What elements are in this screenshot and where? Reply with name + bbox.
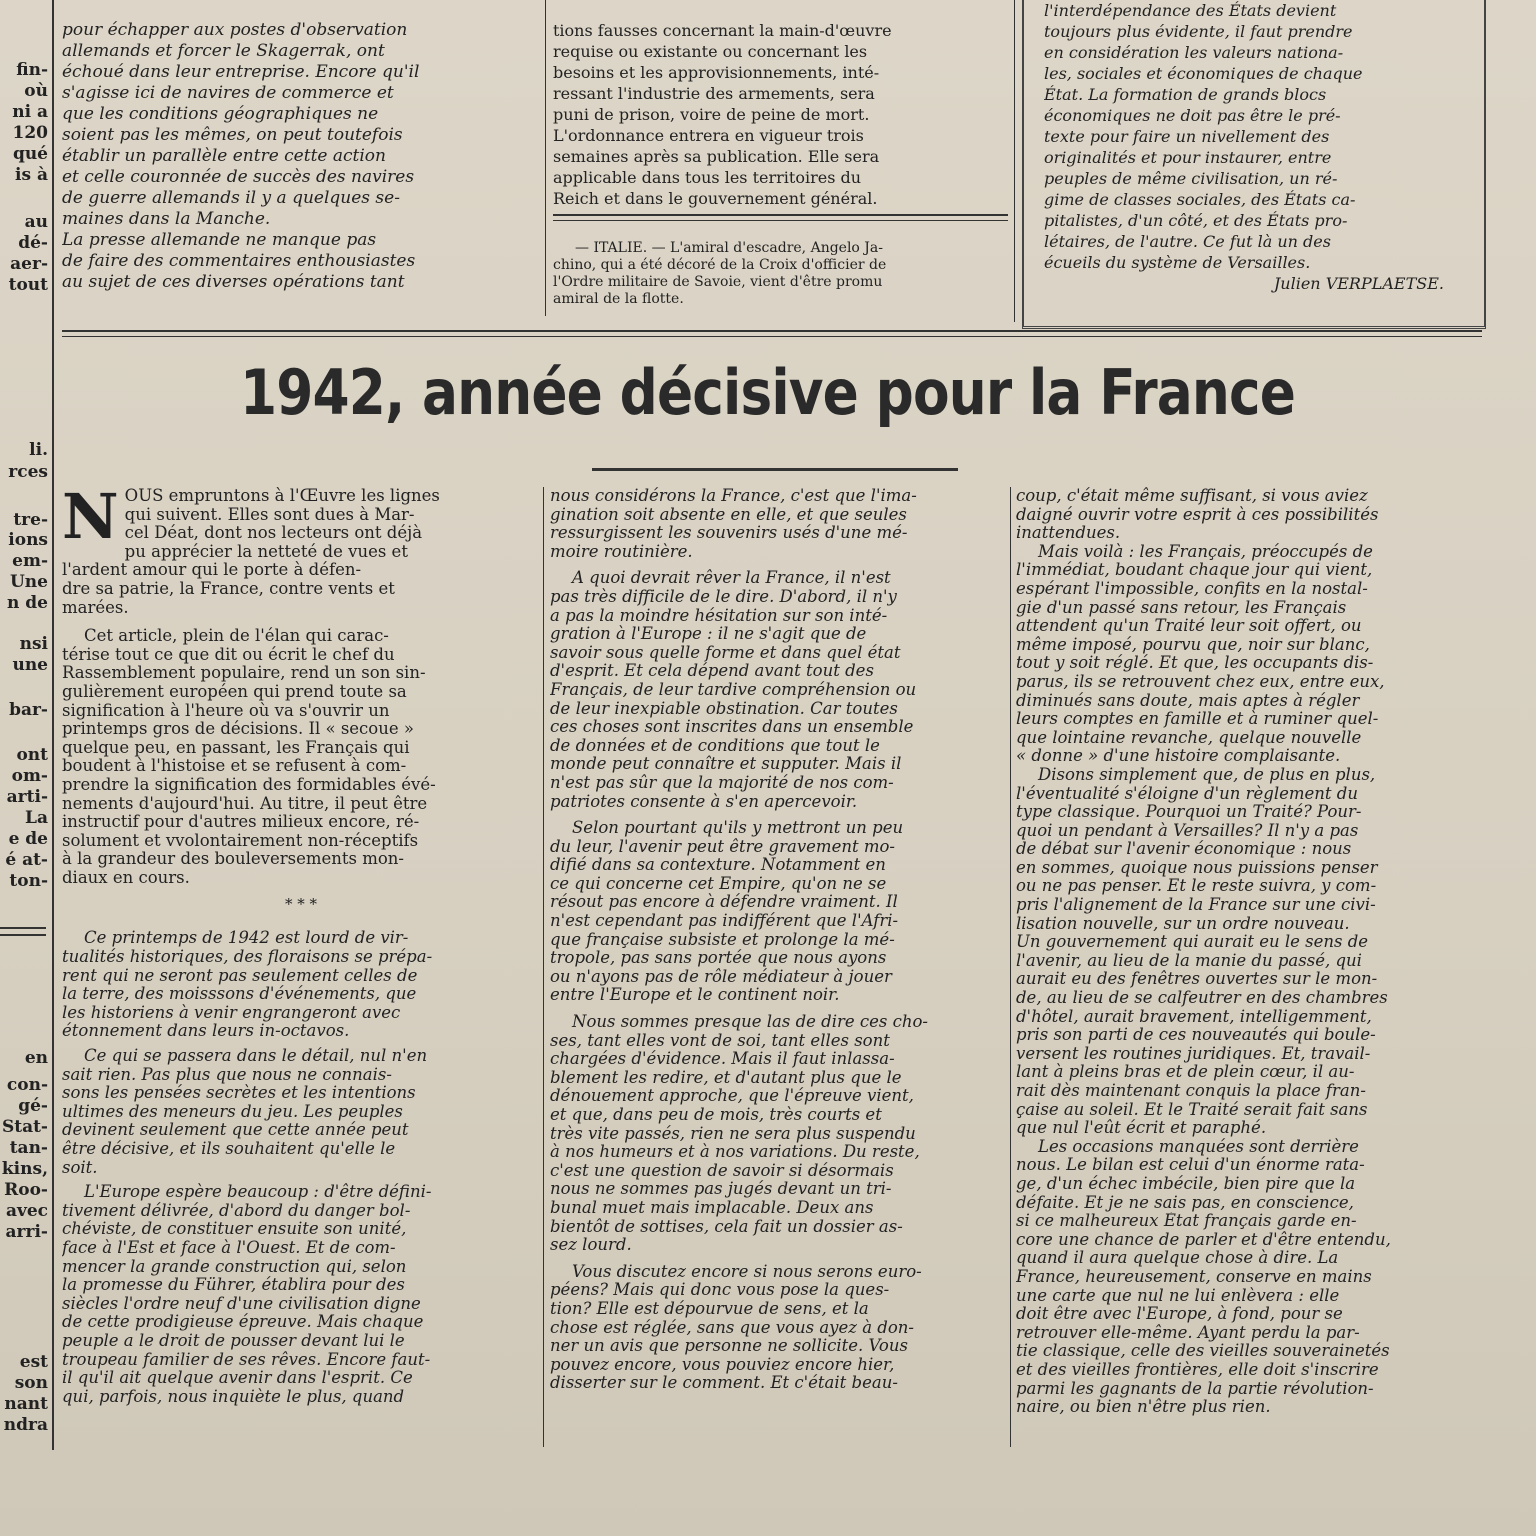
text-line: pour échapper aux postes d'observation	[62, 20, 408, 40]
text-line: Rassemblement populaire, rend un son sin-	[62, 664, 426, 683]
text-line: pris l'alignement de la France sur une civi-	[1016, 896, 1376, 915]
text-line: quelque peu, en passant, les Français qui	[62, 738, 410, 757]
text-line: échoué dans leur entreprise. Encore qu'il	[62, 62, 420, 82]
text-line: type classique. Pourquoi un Traité? Pour-	[1016, 803, 1362, 822]
text-line: doit être avec l'Europe, à fond, pour se	[1016, 1305, 1343, 1324]
text-line: disserter sur le comment. Et c'était beau-	[550, 1374, 898, 1393]
text-line: pu apprécier la netteté de vues et	[124, 542, 408, 561]
text-line: attendent qu'un Traité leur soit offert, ou	[1016, 617, 1362, 636]
text-line: lisation nouvelle, sur un ordre nouveau.	[1016, 914, 1350, 933]
text-line: les, sociales et économiques de chaque	[1044, 64, 1363, 83]
text-line: s'agisse ici de navires de commerce et	[62, 83, 394, 103]
text-line: de, au lieu de se calfeutrer en des chambres	[1016, 989, 1388, 1008]
text-line: pris son parti de ces nouveautés qui boule-	[1016, 1026, 1376, 1045]
text-line: l'immédiat, boudant chaque jour qui vient,	[1016, 561, 1373, 580]
cut-off-text-fragment: nsi	[19, 634, 48, 654]
text-line: à nos humeurs et à nos variations. Du reste,	[550, 1143, 920, 1162]
text-line: nous considérons la France, c'est que l'ima-	[550, 487, 917, 505]
cut-off-text-fragment: tre-	[13, 510, 48, 530]
text-line: Nous sommes presque las de dire ces cho-	[572, 1013, 928, 1032]
cut-off-text-fragment: son	[14, 1373, 48, 1393]
text-line: d'hôtel, aurait bravement, intelligemment,	[1016, 1007, 1372, 1026]
text-line: « donne » d'une histoire complaisante.	[1016, 747, 1341, 766]
left-fragment-double-rule	[0, 927, 46, 929]
text-line: quoi un pendant à Versailles? Il n'y a pas	[1016, 821, 1359, 840]
text-line: gulièrement européen qui prend toute sa	[62, 682, 407, 701]
top-middle-double-rule-2	[553, 220, 1008, 221]
text-line: rait dès maintenant conquis la place fran-	[1016, 1082, 1366, 1100]
text-line: moire routinière.	[550, 542, 693, 561]
top-column-rule-1	[545, 0, 546, 316]
section-rule-2	[62, 336, 1482, 337]
cut-off-text-fragment: ndra	[3, 1415, 48, 1435]
text-line: requise ou existante ou concernant les	[553, 42, 868, 61]
cut-off-text-fragment: rces	[8, 462, 48, 482]
text-line: besoins et les approvisionnements, inté-	[553, 63, 880, 82]
top-right-article	[1044, 0, 1474, 294]
text-line: France, heureusement, conserve en mains	[1016, 1267, 1372, 1286]
text-line: pitalistes, d'un côté, et des États pro-	[1044, 211, 1348, 230]
text-line: texte pour faire un nivellement des	[1044, 127, 1330, 146]
text-line: dre sa patrie, la France, contre vents et	[62, 579, 395, 598]
body-column-rule-1	[543, 487, 544, 1447]
col3-paragraph-3	[1016, 1138, 1486, 1417]
cut-off-text-fragment: tout	[8, 275, 48, 295]
body-column-rule-2	[1010, 487, 1011, 1447]
col2-paragraph-4	[550, 1263, 1005, 1393]
text-line: dénouement approche, que l'épreuve vient,	[550, 1087, 914, 1106]
text-line: péens? Mais qui donc vous pose la ques-	[550, 1281, 890, 1300]
cut-off-text-fragment: em-	[12, 551, 48, 571]
text-line: diminués sans doute, mais aptes à régler	[1016, 691, 1360, 710]
cut-off-text-fragment: où	[24, 81, 48, 101]
text-line: Disons simplement que, de plus en plus,	[1038, 765, 1376, 784]
text-line: signification à l'heure où va s'ouvrir un	[62, 701, 390, 720]
text-line: amiral de la flotte.	[553, 291, 684, 307]
text-line: difié dans sa contexture. Notamment en	[550, 856, 886, 875]
col3-paragraph-0	[1016, 487, 1486, 543]
text-line: qui suivent. Elles sont dues à Mar-	[124, 505, 415, 524]
text-line: ou ne pas penser. Et le reste suivra, y com-	[1016, 877, 1377, 896]
text-line: écueils du système de Versailles.	[1044, 253, 1311, 272]
text-line: blement les redire, et d'autant plus que le	[550, 1068, 902, 1087]
text-line: ultimes des meneurs du jeu. Les peuples	[62, 1102, 403, 1121]
text-line: l'avenir, au lieu de la manie du passé, qui	[1016, 951, 1362, 970]
text-line: versent les routines juridiques. Et, travail-	[1016, 1044, 1371, 1063]
text-line: il qu'il ait quelque avenir dans l'esprit. Ce	[62, 1369, 413, 1388]
text-line: de leur inexpiable obstination. Car toutes	[550, 699, 898, 718]
text-line: diaux en cours.	[62, 868, 190, 887]
cut-off-text-fragment: ont	[16, 745, 48, 765]
text-line: être décisive, et ils souhaitent qu'elle le	[62, 1140, 396, 1158]
text-line: tualités historiques, des floraisons se prépa-	[62, 948, 433, 967]
text-line: chose est réglée, sans que vous ayez à don-	[550, 1318, 914, 1337]
text-line: résout pas encore à défendre vraiment. Il	[550, 893, 898, 912]
text-line: tions fausses concernant la main-d'œuvre	[553, 21, 892, 40]
text-line: chargées d'évidence. Mais il faut inlassa-	[550, 1050, 895, 1069]
text-line: économiques ne doit pas être le pré-	[1044, 106, 1341, 125]
col1-paragraph-1	[62, 929, 540, 1041]
text-line: gie d'un passé sans retour, les Français	[1016, 598, 1347, 617]
text-line: core une chance de parler et d'être entendu,	[1016, 1230, 1391, 1249]
text-line: l'interdépendance des États devient	[1044, 1, 1337, 20]
cut-off-text-fragment: en	[24, 1048, 48, 1068]
text-line: Mais voilà : les Français, préoccupés de	[1038, 542, 1373, 561]
text-line: n'est cependant pas indifférent que l'Afri-	[550, 912, 899, 931]
text-line: du leur, l'avenir peut être gravement mo-	[550, 837, 896, 856]
text-line: pouvez encore, vous pouviez encore hier,	[550, 1355, 895, 1374]
text-line: espérant l'impossible, confits en la nostal-	[1016, 579, 1368, 598]
text-line: de cette prodigieuse épreuve. Mais chaque	[62, 1313, 424, 1332]
text-line: Ce qui se passera dans le détail, nul n'en	[84, 1047, 428, 1066]
left-column-fragments	[0, 0, 52, 1536]
cut-off-text-fragment: une	[12, 655, 48, 675]
text-line: puni de prison, voire de peine de mort.	[553, 105, 870, 124]
text-line: pas très difficile de le dire. D'abord, il n'y	[550, 587, 897, 606]
text-line: patriotes consente à s'en apercevoir.	[550, 792, 858, 811]
author-signature: Julien VERPLAETSE.	[1273, 274, 1444, 293]
cut-off-text-fragment: 120	[12, 123, 48, 143]
cut-off-text-fragment: au	[24, 212, 48, 232]
text-line: que française subsiste et prolonge la mé-	[550, 930, 895, 949]
text-line: au sujet de ces diverses opérations tant	[62, 272, 405, 292]
text-line: d'esprit. Et cela dépend avant tout des	[550, 662, 874, 681]
text-line: l'Ordre militaire de Savoie, vient d'être promu	[553, 274, 883, 290]
text-line: la promesse du Führer, établira pour des	[62, 1276, 405, 1295]
text-line: une carte que nul ne lui enlèvera : elle	[1016, 1286, 1340, 1305]
text-line: établir un parallèle entre cette action	[62, 146, 386, 166]
text-line: tout y soit réglé. Et que, les occupants dis-	[1016, 654, 1374, 673]
text-line: Les occasions manquées sont derrière	[1038, 1137, 1359, 1156]
text-line: létaires, de l'autre. Ce fut là un des	[1044, 232, 1331, 251]
text-line: naire, ou bien n'être plus rien.	[1016, 1398, 1271, 1417]
cut-off-text-fragment: li.	[29, 440, 48, 460]
cut-off-text-fragment: avec	[5, 1201, 48, 1221]
article-column-2	[550, 487, 1005, 1487]
text-line: si ce malheureux État français garde en-	[1016, 1212, 1357, 1231]
cut-off-text-fragment: bar-	[9, 700, 48, 720]
left-column-rule	[52, 0, 54, 1450]
text-line: de faire des commentaires enthousiastes	[62, 251, 416, 271]
cut-off-text-fragment: qué	[12, 144, 48, 164]
cut-off-text-fragment: ton-	[9, 871, 48, 891]
text-line: de guerre allemands il y a quelques se-	[62, 188, 400, 208]
text-line: les historiens à venir engrangeront avec	[62, 1003, 401, 1022]
text-line: inattendues.	[1016, 524, 1121, 543]
text-line: leurs comptes en famille et à ruminer quel-	[1016, 710, 1379, 729]
text-line: A quoi devrait rêver la France, il n'est	[572, 569, 891, 588]
text-line: lant à pleins bras et de plein cœur, il au-	[1016, 1063, 1355, 1082]
cut-off-text-fragment: nant	[4, 1394, 48, 1414]
text-line: Reich et dans le gouvernement général.	[553, 189, 878, 208]
text-line: Selon pourtant qu'ils y mettront un peu	[572, 819, 904, 838]
cut-off-text-fragment: Une	[9, 572, 48, 592]
text-line: Un gouvernement qui aurait eu le sens de	[1016, 933, 1369, 952]
top-left-article	[62, 20, 542, 310]
text-line: gime de classes sociales, des États ca-	[1044, 190, 1356, 209]
text-line: gration à l'Europe : il ne s'agit que de	[550, 625, 867, 644]
col1-paragraph-2	[62, 1047, 540, 1177]
text-line: ner un avis que personne ne sollicite. Vous	[550, 1337, 908, 1356]
cut-off-text-fragment: is à	[15, 165, 48, 185]
text-line: coup, c'était même suffisant, si vous aviez	[1016, 487, 1368, 505]
text-line: ressant l'industrie des armements, sera	[553, 84, 875, 103]
cut-off-text-fragment: n de	[7, 593, 48, 613]
text-line: ses, tant elles vont de soi, tant elles sont	[550, 1031, 890, 1050]
text-line: nous ne sommes pas jugés devant un tri-	[550, 1180, 892, 1199]
text-line: et celle couronnée de succès des navires	[62, 167, 415, 187]
col2-paragraph-0	[550, 487, 1005, 561]
col2-paragraph-2	[550, 819, 1005, 1005]
text-line: solument et vvolontairement non-réceptifs	[62, 831, 419, 850]
text-line: ressurgissent les souvenirs usés d'une mé-	[550, 524, 908, 543]
text-line: savoir sous quelle forme et dans quel état	[550, 643, 901, 662]
text-line: OUS empruntons à l'Œuvre les lignes	[124, 487, 440, 505]
section-rule	[62, 330, 1482, 332]
text-line: quand il aura quelque chose à dire. La	[1016, 1249, 1339, 1268]
article-column-1	[62, 487, 540, 1487]
text-line: çaise au soleil. Et le Traité serait fait sans	[1016, 1100, 1368, 1119]
text-line: printemps gros de décisions. Il « secoue »	[62, 720, 414, 739]
cut-off-text-fragment: con-	[6, 1075, 48, 1095]
text-line: sons les pensées secrètes et les intentions	[62, 1084, 416, 1103]
top-right-box	[1022, 0, 1486, 329]
text-line: a pas la moindre hésitation sur son inté-	[550, 606, 888, 625]
text-line: bientôt de sottises, cela fait un dossier as-	[550, 1217, 903, 1236]
text-line: ces choses sont inscrites dans un ensemble	[550, 718, 914, 737]
text-line: de débat sur l'avenir économique : nous	[1016, 840, 1352, 859]
text-line: très vite passés, rien ne sera plus suspendu	[550, 1124, 916, 1143]
cut-off-text-fragment: dé-	[18, 233, 48, 253]
text-line: en considération les valeurs nationa-	[1044, 43, 1344, 62]
section-stars: * * *	[284, 895, 318, 914]
text-line: peuples de même civilisation, un ré-	[1044, 169, 1338, 188]
text-line: ce qui concerne cet Empire, qu'on ne se	[550, 874, 887, 893]
cut-off-text-fragment: Stat-	[1, 1117, 48, 1137]
drop-cap: N	[62, 487, 119, 553]
text-line: originalités et pour instaurer, entre	[1044, 148, 1332, 167]
text-line: applicable dans tous les territoires du	[553, 168, 862, 187]
text-line: L'Europe espère beaucoup : d'être défini-	[84, 1183, 432, 1202]
text-line: soit.	[62, 1158, 98, 1177]
text-line: boudent à l'histoise et se refusent à com-	[62, 757, 407, 776]
text-line: défaite. Et je ne sais pas, en conscience,	[1016, 1193, 1354, 1212]
text-line: sait rien. Pas plus que nous ne connais-	[62, 1065, 392, 1084]
text-line: Ce printemps de 1942 est lourd de vir-	[84, 929, 409, 948]
cut-off-text-fragment: e de	[8, 829, 48, 849]
italie-brief	[553, 240, 1011, 320]
text-line: qui, parfois, nous inquiète le plus, quand	[62, 1387, 405, 1406]
col3-paragraph-2	[1016, 766, 1486, 1138]
text-line: — ITALIE. — L'amiral d'escadre, Angelo Ja-	[575, 240, 883, 256]
text-line: nous. Le bilan est celui d'un énorme rata-	[1016, 1156, 1365, 1175]
headline-underline	[592, 468, 958, 471]
text-line: instructif pour d'autres milieux encore, ré-	[62, 813, 420, 832]
text-line: Vous discutez encore si nous serons euro-	[572, 1262, 922, 1281]
text-line: que lointaine revanche, quelque nouvelle	[1016, 728, 1362, 747]
cut-off-text-fragment: Roo-	[4, 1180, 48, 1200]
text-line: tie classique, celle des vieilles souverainetés	[1016, 1342, 1390, 1361]
text-line: que nul l'eût écrit et paraphé.	[1016, 1119, 1267, 1138]
cut-off-text-fragment: tan-	[9, 1138, 48, 1158]
text-line: l'éventualité s'éloigne d'un règlement du	[1016, 784, 1358, 803]
text-line: peuple a le droit de pousser devant lui le	[62, 1331, 405, 1350]
text-line: mencer la grande construction qui, selon	[62, 1257, 407, 1276]
text-line: allemands et forcer le Skagerrak, ont	[62, 41, 385, 61]
text-line: gination soit absente en elle, et que seules	[550, 505, 907, 524]
text-line: daigné ouvrir votre esprit à ces possibilités	[1016, 505, 1379, 524]
text-line: ge, d'un échec imbécile, bien pire que la	[1016, 1174, 1356, 1193]
text-line: et des vieilles frontières, elle doit s'inscrire	[1016, 1360, 1379, 1379]
text-line: face à l'Est et face à l'Ouest. Et de com-	[62, 1238, 396, 1257]
text-line: toujours plus évidente, il faut prendre	[1044, 22, 1353, 41]
cut-off-text-fragment: kins,	[1, 1159, 48, 1179]
text-line: semaines après sa publication. Elle sera	[553, 147, 880, 166]
intro-paragraph	[62, 487, 540, 617]
text-line: l'ardent amour qui le porte à défen-	[62, 561, 362, 580]
text-line: siècles l'ordre neuf d'une civilisation digne	[62, 1294, 421, 1313]
text-line: parus, ils se retrouvent chez eux, entre eux,	[1016, 672, 1385, 691]
text-line: prendre la signification des formidables évé-	[62, 775, 436, 794]
cut-off-text-fragment: aer-	[10, 254, 48, 274]
left-fragment-double-rule-2	[0, 934, 46, 936]
text-line: retrouver elle-même. Ayant perdu la par-	[1016, 1323, 1360, 1342]
top-middle-double-rule	[553, 214, 1008, 216]
text-line: devinent seulement que cette année peut	[62, 1121, 409, 1140]
cut-off-text-fragment: arti-	[6, 787, 48, 807]
text-line: tivement délivrée, d'abord du danger bol-	[62, 1201, 411, 1220]
text-line: la terre, des moisssons d'événements, que	[62, 985, 417, 1004]
cut-off-text-fragment: ni a	[12, 102, 48, 122]
text-line: Français, de leur tardive compréhension ou	[550, 680, 917, 699]
text-line: L'ordonnance entrera en vigueur trois	[553, 126, 864, 145]
text-line: térise tout ce que dit ou écrit le chef du	[62, 645, 395, 664]
text-line: sez lourd.	[550, 1236, 632, 1255]
cut-off-text-fragment: est	[19, 1352, 48, 1372]
top-column-rule-2	[1014, 0, 1015, 322]
text-line: et que, dans peu de mois, très courts et	[550, 1106, 882, 1124]
cut-off-text-fragment: ions	[8, 530, 48, 550]
text-line: de données et de conditions que tout le	[550, 736, 880, 755]
text-line: cel Déat, dont nos lecteurs ont déjà	[124, 524, 423, 543]
text-line: en sommes, quoique nous puissions penser	[1016, 858, 1378, 877]
text-line: n'est pas sûr que la majorité de nos com-	[550, 773, 894, 792]
headline: 1942, année décisive pour la France	[240, 356, 1296, 429]
article-column-3	[1016, 487, 1486, 1487]
text-line: bunal muet mais implacable. Deux ans	[550, 1198, 874, 1217]
text-line: entre l'Europe et le continent noir.	[550, 986, 840, 1005]
cut-off-text-fragment: La	[25, 808, 48, 828]
intro-second-paragraph	[62, 627, 540, 887]
cut-off-text-fragment: é at-	[5, 850, 48, 870]
col2-paragraph-1	[550, 569, 1005, 811]
col1-paragraph-3	[62, 1183, 540, 1406]
top-middle-article	[553, 20, 1011, 220]
cut-off-text-fragment: gé-	[18, 1096, 48, 1116]
cut-off-text-fragment: fin-	[16, 60, 48, 80]
cut-off-text-fragment: om-	[11, 766, 48, 786]
text-line: parmi les gagnants de la partie révolution-	[1016, 1379, 1374, 1398]
text-line: marées.	[62, 598, 129, 617]
col2-paragraph-3	[550, 1013, 1005, 1255]
text-line: nements d'aujourd'hui. Au titre, il peut être	[62, 794, 428, 813]
text-line: étonnement dans leurs in-octavos.	[62, 1022, 350, 1041]
text-line: tropole, pas sans portée que nous ayons	[550, 949, 887, 968]
text-line: c'est une question de savoir si désormais	[550, 1161, 894, 1180]
text-line: maines dans la Manche.	[62, 209, 271, 229]
text-line: que les conditions géographiques ne	[62, 104, 379, 124]
text-line: chino, qui a été décoré de la Croix d'officier de	[553, 257, 887, 273]
text-line: ou n'ayons pas de rôle médiateur à jouer	[550, 967, 892, 986]
cut-off-text-fragment: arri-	[5, 1222, 48, 1242]
text-line: tion? Elle est dépourvue de sens, et la	[550, 1299, 869, 1318]
text-line: rent qui ne seront pas seulement celles de	[62, 966, 418, 985]
text-line: aurait eu des fenêtres ouvertes sur le mon-	[1016, 970, 1378, 989]
text-line: troupeau familier de ses rêves. Encore faut-	[62, 1350, 431, 1369]
text-line: monde peut connaître et supputer. Mais il	[550, 755, 902, 774]
text-line: État. La formation de grands blocs	[1044, 85, 1327, 104]
text-line: Cet article, plein de l'élan qui carac-	[84, 627, 389, 646]
text-line: à la grandeur des bouleversements mon-	[62, 850, 405, 869]
text-line: chéviste, de constituer ensuite son unité,	[62, 1220, 407, 1239]
col3-paragraph-1	[1016, 543, 1486, 766]
text-line: soient pas les mêmes, on peut toutefois	[62, 125, 403, 145]
text-line: La presse allemande ne manque pas	[62, 230, 377, 250]
text-line: même imposé, pourvu que, noir sur blanc,	[1016, 635, 1370, 654]
